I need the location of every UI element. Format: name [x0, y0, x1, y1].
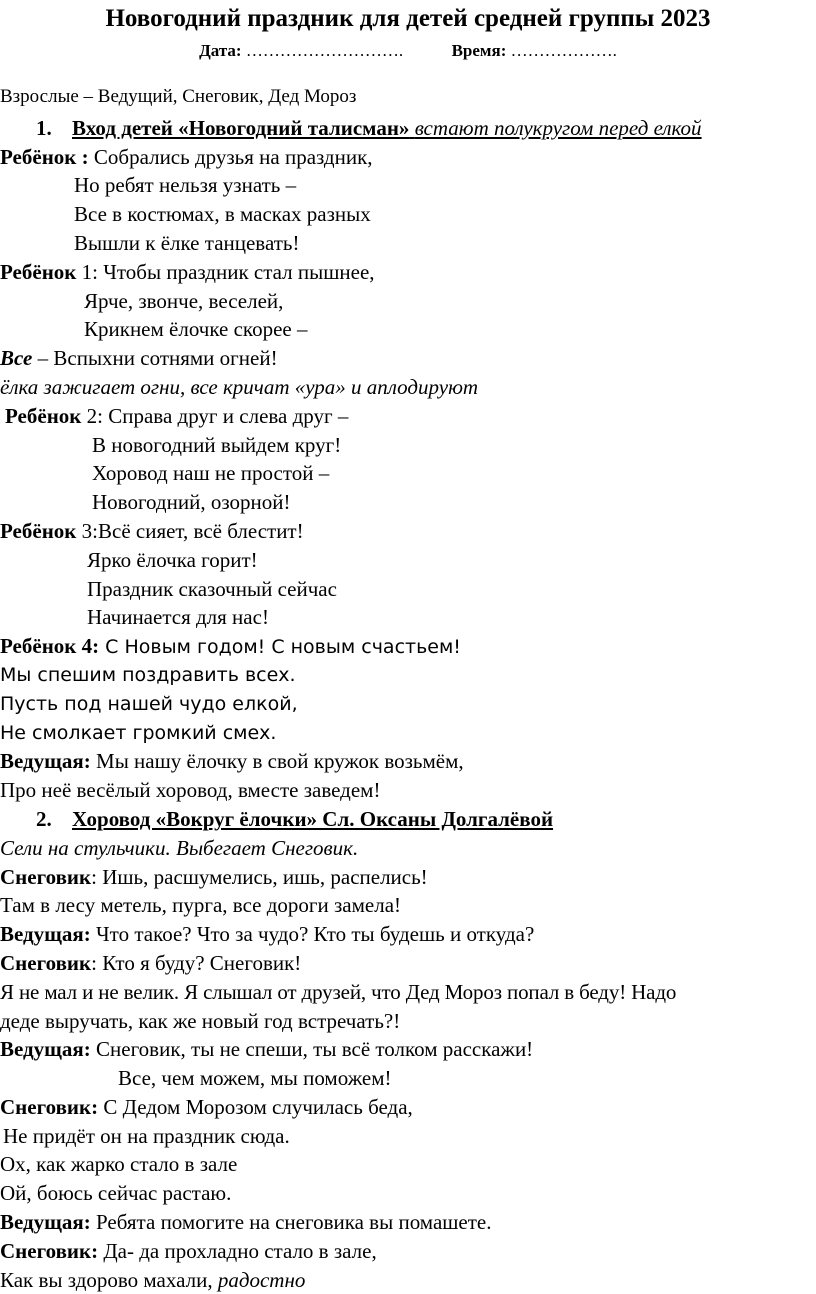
speaker-label: Ведущая:	[0, 922, 91, 947]
speaker-label: Ребёнок	[0, 259, 77, 284]
cast-line: Взрослые – Ведущий, Снеговик, Дед Мороз	[0, 86, 357, 107]
speech-line: Ведущая: Ребята помогите на снеговика вы помашете.	[0, 1210, 492, 1235]
verse-line: Все в костюмах, в масках разных	[74, 202, 371, 227]
speech-line: Ребёнок 4: С Новым годом! С новым счастьем!	[0, 634, 461, 659]
verse-line: Про неё весёлый хоровод, вместе заведем!	[0, 778, 381, 803]
speech-line: Ой, боюсь сейчас растаю.	[0, 1181, 232, 1206]
verse-line: Ярче, звонче, веселей,	[84, 288, 284, 313]
speech-line: Ведущая: Что такое? Что за чудо? Кто ты будешь и откуда?	[0, 922, 535, 947]
date-time-line	[0, 40, 816, 62]
section-title: Хоровод «Вокруг ёлочки» Сл. Оксаны Долгалёвой	[72, 806, 554, 831]
verse-line: В новогодний выйдем круг!	[92, 432, 342, 457]
verse-line: Пусть под нашей чудо елкой,	[0, 692, 298, 715]
speaker-label: Ведущая:	[0, 1037, 91, 1062]
speech-line: Снеговик: Кто я буду? Снеговик!	[0, 950, 302, 975]
speech-line: Я не мал и не велик. Я слышал от друзей, что Дед Мороз попал в беду! Надо	[0, 979, 677, 1004]
speaker-label: Ребёнок	[5, 403, 82, 428]
verse-line: Но ребят нельзя узнать –	[74, 173, 297, 198]
section-heading-2	[0, 805, 816, 834]
speech-line: деде выручать, как же новый год встречать?!	[0, 1008, 401, 1033]
verse-line: Новогодний, озорной!	[92, 490, 291, 515]
speaker-label: Ребёнок :	[0, 144, 89, 169]
speech-line: Снеговик: Да- да прохладно стало в зале,	[0, 1238, 377, 1263]
section-heading-1	[0, 114, 816, 143]
speaker-label: Снеговик:	[0, 1238, 99, 1263]
verse-line: Праздник сказочный сейчас	[87, 576, 337, 601]
verse-line: Вышли к ёлке танцевать!	[74, 230, 300, 255]
speech-line: Все, чем можем, мы поможем!	[118, 1066, 392, 1091]
speaker-label: Снеговик	[0, 950, 92, 975]
speaker-label: Снеговик	[0, 864, 92, 889]
speech-line: Ох, как жарко стало в зале	[0, 1152, 238, 1177]
speaker-label: Ребёнок	[0, 518, 77, 543]
stage-direction: ёлка зажигает огни, все кричат «ура» и аплодируют	[0, 374, 479, 399]
verse-line: Не смолкает громкий смех.	[0, 721, 277, 744]
speech-line: Ребёнок 1: Чтобы праздник стал пышнее,	[0, 259, 375, 284]
verse-line: Мы спешим поздравить всех.	[0, 663, 296, 686]
speaker-label: Снеговик:	[0, 1094, 99, 1119]
time-value: ……………….	[510, 41, 617, 60]
section-number: 2.	[36, 806, 52, 831]
speaker-label: Ведущая:	[0, 749, 91, 774]
speech-line: Ведущая: Мы нашу ёлочку в свой кружок возьмём,	[0, 749, 464, 774]
verse-line: Хоровод наш не простой –	[92, 461, 330, 486]
speaker-label: Ведущая:	[0, 1210, 91, 1235]
speech-line: Все – Вспыхни сотнями огней!	[0, 346, 278, 371]
stage-note: радостно	[217, 1267, 306, 1292]
speech-line: Там в лесу метель, пурга, все дороги замела!	[0, 893, 402, 918]
speaker-label: Ребёнок 4:	[0, 634, 100, 659]
section-title: Вход детей «Новогодний талисман» встают полукругом перед елкой	[72, 115, 702, 140]
date-value: ……………………….	[245, 41, 404, 60]
stage-direction: Сели на стульчики. Выбегает Снеговик.	[0, 835, 359, 860]
speech-line: Ребёнок 3:Всё сияет, всё блестит!	[0, 518, 304, 543]
time-label: Время:	[451, 41, 507, 60]
section-number: 1.	[36, 115, 52, 140]
speech-line: Снеговик: Ишь, расшумелись, ишь, распелись!	[0, 864, 428, 889]
speech-line: Как вы здорово махали, радостно	[0, 1267, 306, 1292]
section-stage-note: встают полукругом перед елкой	[414, 115, 702, 140]
verse-line: Крикнем ёлочке скорее –	[84, 317, 308, 342]
speech-line: Ребёнок : Собрались друзья на праздник,	[0, 144, 373, 169]
speech-line: Снеговик: С Дедом Морозом случилась беда,	[0, 1094, 413, 1119]
script-body	[0, 83, 816, 1294]
date-label: Дата:	[199, 41, 242, 60]
document-title: Новогодний праздник для детей средней группы 2023	[105, 5, 711, 32]
speech-line: Ведущая: Снеговик, ты не спеши, ты всё толком расскажи!	[0, 1037, 534, 1062]
speech-line: Ребёнок 2: Справа друг и слева друг –	[5, 403, 349, 428]
verse-line: Ярко ёлочка горит!	[87, 547, 258, 572]
verse-line: Начинается для нас!	[87, 605, 269, 630]
speech-line: Не придёт он на праздник сюда.	[3, 1123, 290, 1148]
speaker-label: Все	[0, 346, 33, 371]
